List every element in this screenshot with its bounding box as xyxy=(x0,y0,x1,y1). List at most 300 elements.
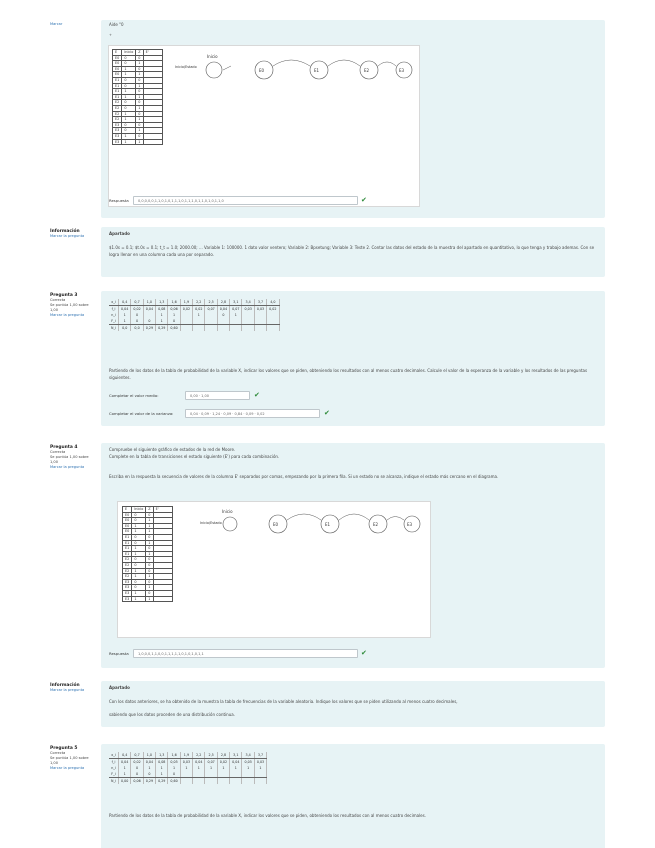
table-cell: 1 xyxy=(136,83,143,89)
table-cell: 0,02 xyxy=(217,759,229,766)
table-cell: 0,04 xyxy=(217,306,229,313)
table-row xyxy=(113,139,163,145)
table-cell: 1 xyxy=(230,312,242,318)
table-cell: E3 xyxy=(113,128,122,134)
table-header-cell: 0,4 xyxy=(119,299,131,306)
table-cell xyxy=(193,778,205,785)
table-cell: 1 xyxy=(132,596,146,602)
state-figure-4 xyxy=(117,501,431,638)
table-cell: E2 xyxy=(123,562,132,568)
table-cell: E1 xyxy=(123,551,132,557)
table-cell: 0 xyxy=(136,111,143,117)
question-info-5 xyxy=(50,746,92,771)
field-label: Completar el valor medio: xyxy=(109,393,159,398)
table-cell: 0,04 xyxy=(119,759,131,766)
table-cell: E3 xyxy=(113,139,122,145)
state-label: E2 xyxy=(373,522,379,527)
table-header-cell: 2,5 xyxy=(205,752,217,759)
info-title: Información xyxy=(50,229,80,234)
table-cell: E2 xyxy=(123,574,132,580)
question-number: Pregunta 4 xyxy=(50,445,78,450)
table-cell: 0,04 xyxy=(230,759,242,766)
table-cell: 1 xyxy=(146,523,153,529)
table-cell: 0 xyxy=(146,512,153,518)
table-cell: 1 xyxy=(146,540,153,546)
table-header-cell: 0,7 xyxy=(131,299,143,306)
table-cell: E2 xyxy=(123,557,132,563)
table-cell: 0 xyxy=(217,312,229,318)
transition-arc xyxy=(328,60,360,66)
table-cell: E2 xyxy=(113,117,122,123)
diagram-sub-label: Inicio/Estado xyxy=(200,521,222,525)
question-score: Se puntúa 1,00 sobre 1,00 xyxy=(50,455,89,464)
table-cell: 1 xyxy=(168,765,180,771)
table-cell: 0 xyxy=(132,562,146,568)
table-cell: 0 xyxy=(122,77,136,83)
state-node-start xyxy=(223,517,237,531)
table-cell: E2 xyxy=(123,568,132,574)
state-diagram xyxy=(169,50,414,100)
table-cell: 1 xyxy=(119,765,131,771)
table-cell: 0 xyxy=(122,100,136,106)
state-label: E0 xyxy=(273,522,279,527)
table-cell xyxy=(193,325,205,332)
table-header-cell: Inicio xyxy=(132,507,146,513)
table-cell: 0,60 xyxy=(168,325,180,332)
table-cell: 0 xyxy=(143,318,155,325)
question-status: Correcta xyxy=(50,751,66,755)
info-title: Información xyxy=(50,683,80,688)
table-cell: n_i xyxy=(109,312,119,318)
table-cell: 1 xyxy=(136,61,143,67)
frequency-table xyxy=(109,299,280,331)
table-cell: 0,05 xyxy=(242,759,254,766)
table-cell: 0 xyxy=(131,312,143,318)
table-cell: 1 xyxy=(156,312,168,318)
table-cell: F_i xyxy=(109,771,119,778)
question-number: Pregunta 3 xyxy=(50,293,78,298)
table-cell: E3 xyxy=(123,585,132,591)
table-cell: 1 xyxy=(180,765,192,771)
question-score: Se puntúa 1,00 sobre 1,00 xyxy=(50,756,89,765)
table-header-cell: 3,7 xyxy=(254,752,266,759)
question-content-3 xyxy=(101,291,605,426)
table-header-cell: 1,9 xyxy=(180,752,192,759)
table-cell: E1 xyxy=(123,534,132,540)
table-cell: E0 xyxy=(113,72,122,78)
table-cell xyxy=(242,778,254,785)
table-header-cell: 3,1 xyxy=(230,752,242,759)
table-cell: 1 xyxy=(132,574,146,580)
table-cell: 1 xyxy=(122,133,136,139)
table-cell: 0,02 xyxy=(180,306,192,313)
table-header-cell: 0,7 xyxy=(131,752,143,759)
table-cell: 0 xyxy=(146,546,153,552)
table-cell: E1 xyxy=(113,77,122,83)
table-cell: 0 xyxy=(132,540,146,546)
table-cell: 0 xyxy=(131,771,143,778)
table-cell: 0,03 xyxy=(254,306,266,313)
diagram-input-label: Inicio xyxy=(207,54,218,59)
table-cell: 0 xyxy=(146,562,153,568)
table-cell: E1 xyxy=(123,540,132,546)
table-cell: E1 xyxy=(113,94,122,100)
table-cell: 1 xyxy=(146,529,153,535)
table-cell: 0,02 xyxy=(131,306,143,313)
table-cell: 0,08 xyxy=(156,306,168,313)
table-cell: 1 xyxy=(132,590,146,596)
table-cell: 0 xyxy=(132,518,146,524)
table-header-cell: 3,1 xyxy=(230,299,242,306)
table-cell: 1 xyxy=(205,765,217,771)
info-heading: Apartado xyxy=(109,231,130,236)
flag-question-link[interactable]: Marcar xyxy=(50,22,63,26)
table-cell xyxy=(180,325,192,332)
table-cell: f_i xyxy=(109,306,119,313)
table-cell: 0 xyxy=(132,512,146,518)
state-label: E1 xyxy=(314,68,320,73)
question-caption: + xyxy=(109,33,112,37)
table-header-cell: 3,4 xyxy=(242,752,254,759)
table-cell: 0,60 xyxy=(168,778,180,785)
table-header-cell: 3,7 xyxy=(254,299,266,306)
table-header-cell: 1,0 xyxy=(143,752,155,759)
question-line: Compruebe el siguiente gráfico de estados de la red de Moore. xyxy=(109,447,236,452)
table-cell: 1 xyxy=(119,312,131,318)
question-info-1 xyxy=(50,22,92,27)
info-heading: Apartado xyxy=(109,685,130,690)
question-content-1 xyxy=(101,20,605,218)
question-status: Correcta xyxy=(50,298,66,302)
table-cell: 0 xyxy=(136,55,143,61)
question-number: Pregunta 5 xyxy=(50,746,78,751)
table-cell: 0,29 xyxy=(143,778,155,785)
table-cell-empty xyxy=(153,596,172,602)
table-row xyxy=(109,325,279,332)
table-cell xyxy=(180,778,192,785)
table-cell xyxy=(254,778,266,785)
table-cell: F_i xyxy=(109,318,119,325)
table-cell: 0,06 xyxy=(131,778,143,785)
question-content-5 xyxy=(101,744,605,848)
table-cell: 1 xyxy=(143,765,155,771)
table-cell: 1 xyxy=(132,546,146,552)
table-header-cell: E xyxy=(123,507,132,513)
correct-check-icon: ✔ xyxy=(324,409,330,417)
flag-question-link[interactable]: Marcar la pregunta xyxy=(50,465,85,469)
diagram-sub-label: Inicio/Estado xyxy=(175,65,197,69)
table-cell: 0,04 xyxy=(119,306,131,313)
state-table xyxy=(112,49,163,145)
table-cell xyxy=(230,325,242,332)
answer-input[interactable]: 1,0,0,0,1,1,0,0,1,1,1,1,1,0,1,0,1,0,1,1 xyxy=(133,649,358,658)
table-cell: 0 xyxy=(122,105,136,111)
table-cell: 0,29 xyxy=(143,325,155,332)
info-body: sabiendo que los datos proceden de una distribución continua. xyxy=(109,712,235,717)
table-header-cell: 3,4 xyxy=(242,299,254,306)
question-body: Partiendo de los datos de la tabla de probabilidad de la variable X, indicar los valores que se piden, obteniendo los resultados con al menos cuatro decimales. xyxy=(109,813,426,818)
table-cell: 1 xyxy=(119,771,131,778)
table-cell: 0,00 xyxy=(119,778,131,785)
table-cell: E3 xyxy=(113,133,122,139)
table-cell: N_i xyxy=(109,325,119,332)
table-cell: 0,0 xyxy=(131,325,143,332)
correct-check-icon: ✔ xyxy=(361,196,367,204)
table-cell: 0 xyxy=(146,534,153,540)
table-cell: 0,08 xyxy=(156,759,168,766)
table-cell: n_i xyxy=(109,765,119,771)
table-header-cell: Inicio xyxy=(122,50,136,56)
table-cell: 0,04 xyxy=(143,306,155,313)
question-body: Escriba en la respuesta la secuencia de valores de la columna E' separados por comas, empezando por la primera fila. Si un estado no se alcanza, indique el estado más cercano en el diagrama. xyxy=(109,474,499,479)
table-cell: 1 xyxy=(122,66,136,72)
table-cell: 0,03 xyxy=(180,759,192,766)
diagram-input-label: Inicio xyxy=(222,509,233,514)
table-cell: 1 xyxy=(136,105,143,111)
table-cell: 0 xyxy=(122,55,136,61)
table-cell xyxy=(217,778,229,785)
table-cell: 0 xyxy=(136,77,143,83)
table-cell: 0,04 xyxy=(143,759,155,766)
table-header-cell: Z xyxy=(136,50,143,56)
table-cell: 0 xyxy=(122,61,136,67)
state-figure-1 xyxy=(108,45,420,207)
table-header-cell: 2,2 xyxy=(193,752,205,759)
table-row xyxy=(109,778,267,785)
table-header-cell: 1,3 xyxy=(156,299,168,306)
table-cell: 1 xyxy=(168,312,180,318)
flag-question-link[interactable]: Marcar la pregunta xyxy=(50,688,85,692)
question-score: Se puntúa 1,00 sobre 1,00 xyxy=(50,303,89,312)
table-cell: 1 xyxy=(122,117,136,123)
table-cell: E3 xyxy=(113,122,122,128)
table-cell: 1 xyxy=(119,318,131,325)
flag-question-link[interactable]: Marcar la pregunta xyxy=(50,313,85,317)
table-cell: 1 xyxy=(122,94,136,100)
table-cell: 1 xyxy=(136,117,143,123)
state-label: E2 xyxy=(364,68,370,73)
table-cell: 1 xyxy=(146,596,153,602)
mean-input[interactable]: 0,00 · 1,00 xyxy=(185,391,250,400)
table-cell: 0 xyxy=(122,122,136,128)
table-cell: 0 xyxy=(136,66,143,72)
transition-arrow xyxy=(223,66,231,70)
question-info-3 xyxy=(50,293,92,318)
table-cell: 0,02 xyxy=(193,306,205,313)
field-label: Completar el valor de la varianza: xyxy=(109,411,174,416)
table-cell: 0,02 xyxy=(131,759,143,766)
table-header-cell: E xyxy=(113,50,122,56)
table-cell: 1 xyxy=(146,518,153,524)
question-content-4 xyxy=(101,443,605,668)
table-header-cell: 1,6 xyxy=(168,299,180,306)
table-cell: E0 xyxy=(113,55,122,61)
table-cell xyxy=(267,325,279,332)
table-header-cell: 1,6 xyxy=(168,752,180,759)
table-header-cell: 2,2 xyxy=(193,299,205,306)
table-cell: 1 xyxy=(136,94,143,100)
table-cell: 0 xyxy=(143,771,155,778)
state-table-body xyxy=(113,55,163,145)
table-cell: 0,03 xyxy=(254,759,266,766)
table-cell: 0,07 xyxy=(205,306,217,313)
table-cell: 1 xyxy=(132,523,146,529)
table-cell: 1 xyxy=(230,765,242,771)
info-content-1 xyxy=(101,227,605,277)
table-cell: 0 xyxy=(131,765,143,771)
table-cell: 0,07 xyxy=(230,306,242,313)
table-header-cell: 2,8 xyxy=(217,752,229,759)
question-body: Partiendo de los datos de la tabla de probabilidad de la variable X, indicar los valores que se piden, obteniendo los resultados con al menos cuatro decimales. Calcule el valor de la esperanza de la variable y los resultados de las preguntas siguientes. xyxy=(109,368,588,380)
table-cell: f_i xyxy=(109,759,119,766)
frequency-table xyxy=(109,752,267,784)
table-cell: 0,29 xyxy=(156,325,168,332)
table-cell: 1 xyxy=(217,765,229,771)
table-cell: 0 xyxy=(136,89,143,95)
state-label: E3 xyxy=(407,522,413,527)
transition-arc xyxy=(273,60,310,66)
table-cell: 1 xyxy=(193,312,205,318)
table-cell: E1 xyxy=(113,83,122,89)
info-sidebar-2 xyxy=(50,683,92,693)
flag-question-link[interactable]: Marcar la pregunta xyxy=(50,234,85,238)
table-header-cell: 4,0 xyxy=(267,299,279,306)
table-cell: 0 xyxy=(132,585,146,591)
table-header-cell: 1,3 xyxy=(156,752,168,759)
table-header-cell: 0,4 xyxy=(119,752,131,759)
table-cell: 0,02 xyxy=(267,306,279,313)
variance-input[interactable]: 0,04 · 0,09 · 1,24 · 0,09 · 0,84 · 0,09 · 0,02 xyxy=(185,409,320,418)
info-body: Con los datos anteriores, se ha obtenido de la muestra la tabla de frecuencias de la variable aleatoria. Indique los valores que se piden utilizando al menos cuatro decimales, xyxy=(109,699,458,704)
state-table-body xyxy=(123,512,173,602)
table-cell: 0,06 xyxy=(168,306,180,313)
table-cell: N_i xyxy=(109,778,119,785)
table-cell: 0 xyxy=(132,534,146,540)
flag-question-link[interactable]: Marcar la pregunta xyxy=(50,766,85,770)
table-header-cell: 2,5 xyxy=(205,299,217,306)
table-cell: E1 xyxy=(123,546,132,552)
table-cell: 1 xyxy=(122,139,136,145)
answer-label: Respuesta xyxy=(109,198,129,203)
table-cell: E2 xyxy=(113,111,122,117)
question-line: Complete en la tabla de transiciones el estado siguiente (E') para cada combinación. xyxy=(109,454,280,459)
table-cell: 1 xyxy=(132,568,146,574)
table-cell: 1 xyxy=(156,771,168,778)
transition-arc xyxy=(339,514,369,520)
correct-check-icon: ✔ xyxy=(254,391,260,399)
state-label: E0 xyxy=(259,68,265,73)
table-cell: 1 xyxy=(136,128,143,134)
state-label: E3 xyxy=(399,68,405,73)
table-header-cell: x_i xyxy=(109,299,119,306)
table-cell: 0 xyxy=(168,771,180,778)
table-cell: E3 xyxy=(123,596,132,602)
table-cell: 1 xyxy=(132,551,146,557)
table-cell: 0 xyxy=(136,100,143,106)
table-cell: 1 xyxy=(156,765,168,771)
table-cell xyxy=(205,325,217,332)
table-cell: 1 xyxy=(156,318,168,325)
question-status: Correcta xyxy=(50,450,66,454)
table-cell: E2 xyxy=(113,105,122,111)
table-cell: E0 xyxy=(123,529,132,535)
table-cell: 0 xyxy=(146,590,153,596)
table-header-cell: E' xyxy=(143,50,162,56)
table-header-cell: 1,0 xyxy=(143,299,155,306)
table-cell: 0 xyxy=(136,122,143,128)
transition-arc xyxy=(387,517,404,521)
table-cell: 0 xyxy=(146,568,153,574)
table-cell: 0 xyxy=(146,557,153,563)
table-cell xyxy=(254,325,266,332)
table-header-cell: 1,9 xyxy=(180,299,192,306)
table-cell: 1 xyxy=(146,585,153,591)
answer-label: Respuesta xyxy=(109,651,129,656)
table-header-cell: x_i xyxy=(109,752,119,759)
info-body: $1.0s = 0.1; $t.0s = 0.1; t_t = 1.0; 2000.00; ... Variable 1: 100000. 1 dato valor ventero; Variable 2: Bpsetung; Variable 3: Teste 2. Contar las datos del estado de la muestra del apartado en quantitativo, lo que tenga y trabajo ademas. Con se logra llenar en una columna cada una por separado. xyxy=(109,245,595,257)
table-cell: E0 xyxy=(123,512,132,518)
table-cell: 1 xyxy=(146,574,153,580)
table-cell: 1 xyxy=(254,765,266,771)
table-cell: 0 xyxy=(131,318,143,325)
table-cell: 0 xyxy=(136,133,143,139)
table-cell: E1 xyxy=(113,89,122,95)
table-cell xyxy=(230,778,242,785)
table-cell: 0,29 xyxy=(156,778,168,785)
table-cell: 0,07 xyxy=(205,759,217,766)
table-cell: 1 xyxy=(242,765,254,771)
table-cell: 1 xyxy=(146,551,153,557)
answer-input[interactable]: 0,0,0,0,0,1,1,0,1,0,1,1,1,0,1,1,1,0,1,1,0,1,0,1,1,0 xyxy=(133,196,358,205)
table-cell: 1 xyxy=(193,765,205,771)
table-cell: 0 xyxy=(132,557,146,563)
state-node-start xyxy=(206,62,222,78)
table-header-cell: E' xyxy=(153,507,172,513)
table-cell xyxy=(217,325,229,332)
transition-arc xyxy=(287,514,321,520)
table-cell: 0,05 xyxy=(168,759,180,766)
table-cell: E3 xyxy=(123,579,132,585)
table-cell: E3 xyxy=(123,590,132,596)
table-cell: 1 xyxy=(136,72,143,78)
table-header-cell: Z xyxy=(146,507,153,513)
table-cell: 1 xyxy=(132,529,146,535)
table-cell: 0,04 xyxy=(193,759,205,766)
table-row xyxy=(123,596,173,602)
table-cell: 0 xyxy=(132,579,146,585)
table-cell: 0,0 xyxy=(119,325,131,332)
table-cell: E0 xyxy=(113,66,122,72)
info-sidebar-1 xyxy=(50,229,92,239)
transition-arc xyxy=(378,62,396,66)
table-cell: 0 xyxy=(122,83,136,89)
table-cell-empty xyxy=(143,139,162,145)
table-cell: 1 xyxy=(122,72,136,78)
table-cell: 0,03 xyxy=(242,306,254,313)
correct-check-icon: ✔ xyxy=(361,649,367,657)
info-content-2 xyxy=(101,681,605,727)
table-cell: 0 xyxy=(146,579,153,585)
table-cell: 0 xyxy=(168,318,180,325)
table-header-cell: 2,8 xyxy=(217,299,229,306)
table-cell: E2 xyxy=(113,100,122,106)
state-table xyxy=(122,506,173,602)
table-cell xyxy=(205,778,217,785)
table-cell: 1 xyxy=(122,111,136,117)
state-diagram xyxy=(200,506,425,546)
table-cell: 0 xyxy=(122,128,136,134)
table-cell: E0 xyxy=(123,523,132,529)
